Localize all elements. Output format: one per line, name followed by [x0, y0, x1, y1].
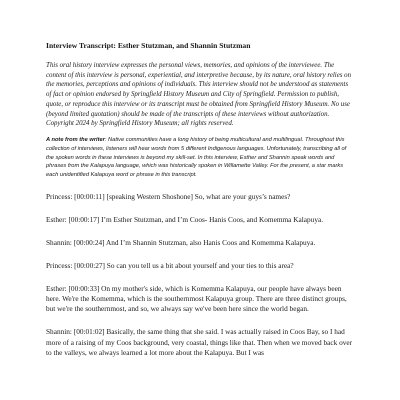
writer-note: [46, 136, 354, 180]
writer-note-text: : Native communities have a long history of being multicultural and multilingual. Throughout this collection of interviews, listeners will hear words from 5 different Indigenous languages. Unfortunately, transcribing all of the spoken words in these interviews is beyond my skill-set. In this interview, Esther and Shannin speak words and phrases from the Kalapuya language, which was historically spoken in Willamette Valley. For the present, a star marks each unidentified Kalapuya word or phrase in this transcript.: [46, 136, 347, 179]
disclaimer-paragraph: This oral history interview expresses the personal views, memories, and opinions of the interviewee. The content of this interview is personal, experiential, and interpretive because, by its nature, oral history relies on the memories, perceptions and opinions of individuals. This interview should not be understood as statements of fact or opinion endorsed by Springfield History Museum and City of Springfield. Permission to publish, quote, or reproduce this interview or its transcript must be obtained from Springfield History Museum. No use (beyond limited quotation) should be made of the transcripts of these interviews without authorization. Copyright 2024 by Springfield History Museum; all rights reserved.: [46, 62, 352, 128]
transcript-turn: Shannin: [00:01:02] Basically, the same thing that she said. I was actually raised in Coos Bay, so I had more of a raising of my Coos background, very coastal, things like that. Then when we moved back over to the valleys, we always learned a lot more about the Kalapuya. But I was: [46, 327, 353, 358]
transcript-turn: Princess: [00:00:11] [speaking Western Shoshone] So, what are your guys’s names?: [46, 191, 291, 201]
transcript-turn: Esther: [00:00:33] On my mother's side, which is Komemma Kalapuya, our people have always been here. We're the Komemma, which is the southernmost Kalapuya group. There are three distinct groups, but we're the southernmost, and so, we always say we've been here since the world began.: [46, 283, 347, 314]
transcript-turn: Princess: [00:00:27] So can you tell us a bit about yourself and your ties to this area?: [46, 260, 294, 270]
writer-note-label: A note from the writer: [46, 136, 105, 143]
document-title: Interview Transcript: Esther Stutzman, and Shannin Stutzman: [46, 41, 251, 50]
transcript-turn: Esther: [00:00:17] I’m Esther Stutzman, and I’m Coos- Hanis Coos, and Komemma Kalapuya.: [46, 214, 324, 224]
transcript-turn: Shannin: [00:00:24] And I’m Shannin Stutzman, also Hanis Coos and Komemma Kalapuya.: [46, 237, 316, 247]
